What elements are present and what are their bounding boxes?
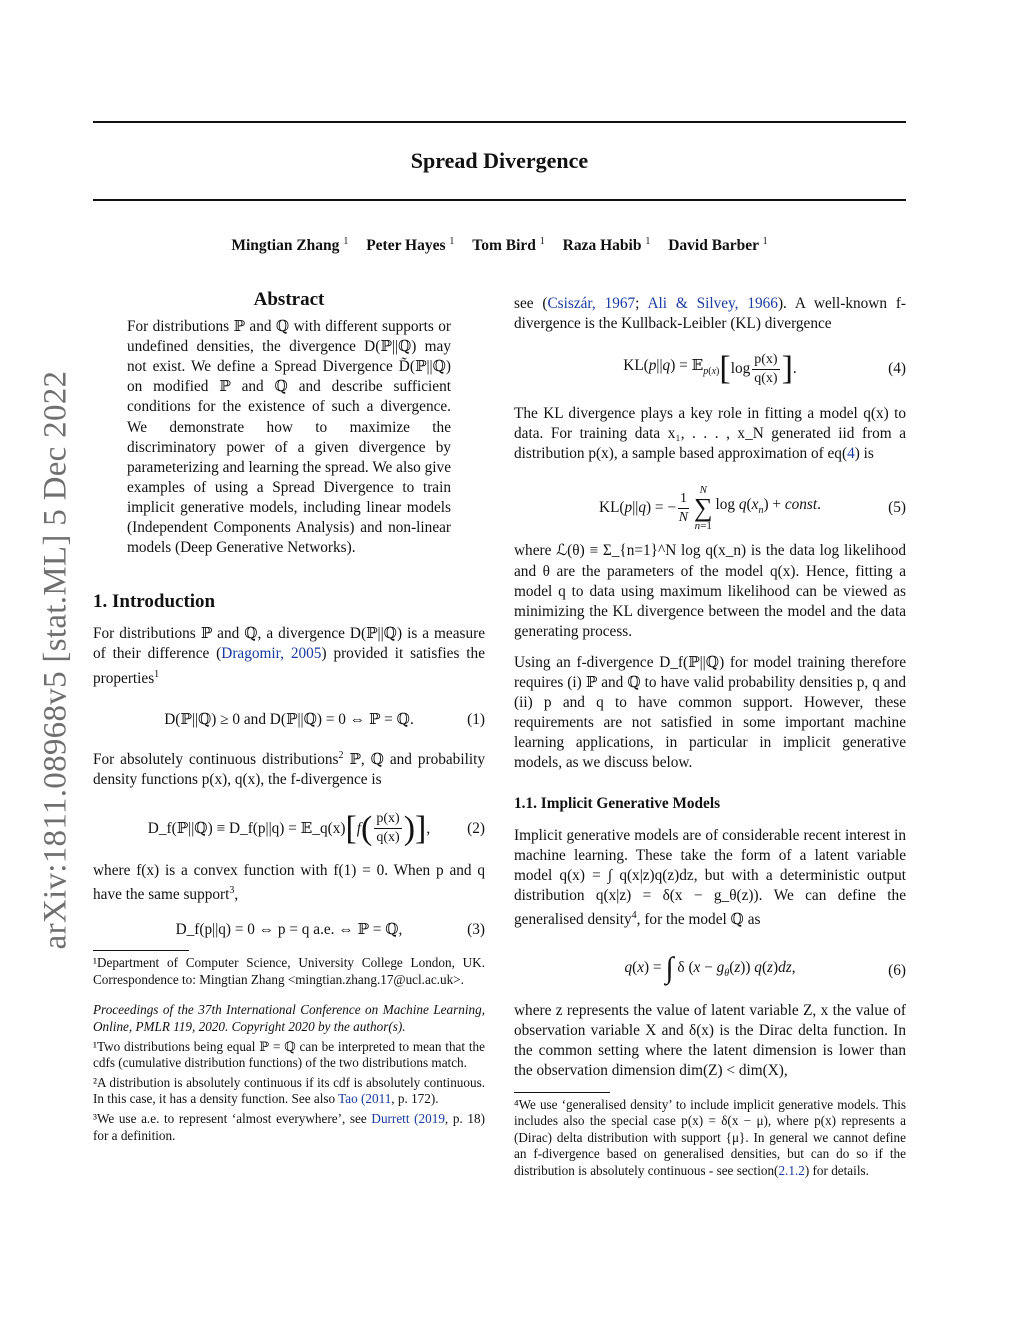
- right-paragraph-4: Using an f-divergence D_f(ℙ||ℚ) for model training therefore requires (i) ℙ and ℚ to have valid probability densities p, q and (ii) p and q to have common support. However, these requirements are not satisfied in some important machine learning applications, in particular in implicit generative models, as we discuss below.: [514, 653, 906, 772]
- equation-number: (4): [888, 360, 906, 378]
- author: Peter Hayes $^1$: [366, 236, 455, 255]
- footnote-4: ⁴We use ‘generalised density’ to include implicit generative models. This includes also the special case p(x) = δ(x − μ), where p(x) represents a (Dirac) delta distribution with support {μ}. In general we cannot define an f-divergence based on generalised densities, but can do so if the distribution is absolutely continuous - see section(2.1.2) for details.: [514, 1096, 906, 1178]
- top-rule: [93, 121, 906, 123]
- author: Mingtian Zhang $^1$: [231, 236, 349, 255]
- equation-5: KL(p||q) = − $\frac{1}{N}$ N ∑ n=1 $\log q(x_n)$ + const. (5): [599, 484, 906, 533]
- right-column: [514, 294, 906, 1183]
- equation-3: D_f(p||q) = 0 ⇔ p = q a.e. ⇔ ℙ = ℚ, (3): [93, 916, 485, 944]
- right-paragraph-3: where ℒ(θ) ≡ Σ_{n=1}^N log q(x_n) is the data log likelihood and θ are the parameters of the model q(x). Hence, fitting a model q to data using maximum likelihood can be viewed as minimizing the KL divergence between the model and the data generating process.: [514, 542, 906, 640]
- left-column: [93, 290, 485, 1147]
- intro-paragraph-2: For absolutely continuous distributions$^2$ ℙ, ℚ and probability density functions p(x), q(x), the f-divergence is: [93, 749, 485, 788]
- author: Raza Habib $^1$: [562, 236, 651, 255]
- footnote-3: ³We use a.e. to represent ‘almost everywhere’, see Durrett (2019, p. 18) for a definition.: [93, 1111, 485, 1143]
- author: Tom Bird $^1$: [472, 236, 545, 255]
- citation-link[interactable]: Durrett (2019: [371, 1111, 445, 1126]
- affiliation-footnote: ¹Department of Computer Science, University College London, UK. Correspondence to: Mingtian Zhang <mingtian.zhang.17@ucl.ac.uk>.: [93, 955, 485, 987]
- section-heading-introduction: 1. Introduction: [93, 591, 216, 613]
- sum-symbol: N ∑ n=1: [693, 484, 713, 533]
- author: David Barber $^1$: [668, 236, 768, 255]
- equation-6: q(x) = ∫ δ $(x - g_\theta(z))$ q(z)dz, (6): [624, 951, 906, 985]
- author-list: [93, 236, 906, 255]
- equation-1: D(ℙ||ℚ) ≥ 0 and D(ℙ||ℚ) = 0 ⇔ ℙ = ℚ. (1): [93, 700, 485, 740]
- citation-link[interactable]: Csiszár, 1967: [547, 295, 636, 312]
- footnote-rule: [93, 950, 189, 951]
- fraction: $\frac{p(x)}{q(x)}$: [754, 351, 778, 386]
- equation-number: (3): [467, 921, 485, 939]
- fraction: $\frac{p(x)}{q(x)}$: [376, 811, 400, 846]
- footnotes-right: [514, 1097, 906, 1180]
- equation-ref-link[interactable]: 4: [847, 445, 855, 463]
- equation-number: (6): [888, 962, 906, 980]
- paper-title: Spread Divergence: [410, 148, 589, 173]
- abstract-text: For distributions ℙ and ℚ with different supports or undefined densities, the divergence D(ℙ||ℚ) may not exist. We define a Spread Divergence D̃(ℙ||ℚ) on modified ℙ and ℚ and describe sufficient conditions for the existence of such a divergence. We demonstrate how to maximize the discriminatory power of a given divergence by parameterizing and learning the spread. We also give examples of using a Spread Divergence to train implicit generative models, including linear models (Independent Components Analysis) and non-linear models (Deep Generative Networks).: [127, 318, 451, 557]
- right-paragraph-6: where z represents the value of latent variable Z, x the value of observation variable X and δ(x) is the Dirac delta function. In the common setting where the latent dimension is lower than the observation dimension dim(Z) < dim(X),: [514, 1002, 906, 1080]
- equation-4: KL(p||q) = 𝔼$_{p(x)}$ [ log $\frac{p(x)}{q(x)}$ ] . (4): [623, 350, 906, 388]
- abstract-heading: Abstract: [253, 289, 325, 310]
- citation-link[interactable]: Tao (2011: [338, 1091, 392, 1107]
- footnote-marker[interactable]: 1: [154, 668, 160, 680]
- footnote-rule: [514, 1092, 610, 1093]
- footnote-marker[interactable]: 4: [631, 909, 637, 921]
- footnote-2: ²A distribution is absolutely continuous if its cdf is absolutely continuous. In this case, it has a density function. See also Tao (2011, p. 172).: [93, 1074, 485, 1107]
- citation-link[interactable]: Ali & Silvey, 1966: [647, 295, 778, 312]
- right-paragraph-5: Implicit generative models are of considerable recent interest in machine learning. These take the form of a latent variable model q(x) = ∫ q(x|z)q(z)dz, but with a deterministic output distribution q(x|z) = δ(x − g_θ(z)). We can define the generalised density$^4$, for the model ℚ as: [514, 826, 906, 929]
- section-ref-link[interactable]: 2.1.2: [778, 1162, 805, 1178]
- right-paragraph-2: The KL divergence plays a key role in fitting a model q(x) to data. For training data x₁, . . . , x_N generated iid from a distribution p(x), a sample based approximation of eq(4) is: [514, 405, 906, 463]
- title-rule: [93, 199, 906, 201]
- arxiv-stamp: arXiv:1811.08968v5 [stat.ML] 5 Dec 2022: [37, 370, 74, 950]
- equation-number: (2): [467, 819, 485, 837]
- footnote-marker[interactable]: 2: [338, 749, 344, 761]
- equation-number: (5): [888, 499, 906, 517]
- footnote-marker[interactable]: 3: [229, 885, 235, 897]
- footnotes-left: [93, 955, 485, 1144]
- intro-paragraph-3: where f(x) is a convex function with f(1) = 0. When p and q have the same support$^3$,: [93, 861, 485, 904]
- subsection-heading: 1.1. Implicit Generative Models: [514, 794, 721, 812]
- equation-number: (1): [467, 710, 485, 728]
- citation-link[interactable]: Dragomir, 2005: [221, 645, 322, 663]
- right-paragraph-1: see (Csiszár, 1967; Ali & Silvey, 1966). A well-known f-divergence is the Kullback-Leibler (KL) divergence: [514, 295, 907, 333]
- equation-2: D_f(ℙ||ℚ) ≡ D_f(p||q) = 𝔼_q(x) [ f ( $\frac{p(x)}{q(x)}$ ) ] , (2): [147, 809, 485, 847]
- intro-paragraph-1: For distributions ℙ and ℚ, a divergence D(ℙ||ℚ) is a measure of their difference (Dragomir, 2005) provided it satisfies the properties$^1$: [93, 625, 485, 687]
- proceedings-note: Proceedings of the 37th International Conference on Machine Learning, Online, PMLR 119, 2020. Copyright 2020 by the author(s).: [93, 1002, 485, 1035]
- footnote-1: ¹Two distributions being equal ℙ = ℚ can be interpreted to mean that the cdfs (cumulative distribution functions) of the two distributions match.: [93, 1038, 485, 1071]
- fraction: $\frac{1}{N}$: [678, 490, 689, 525]
